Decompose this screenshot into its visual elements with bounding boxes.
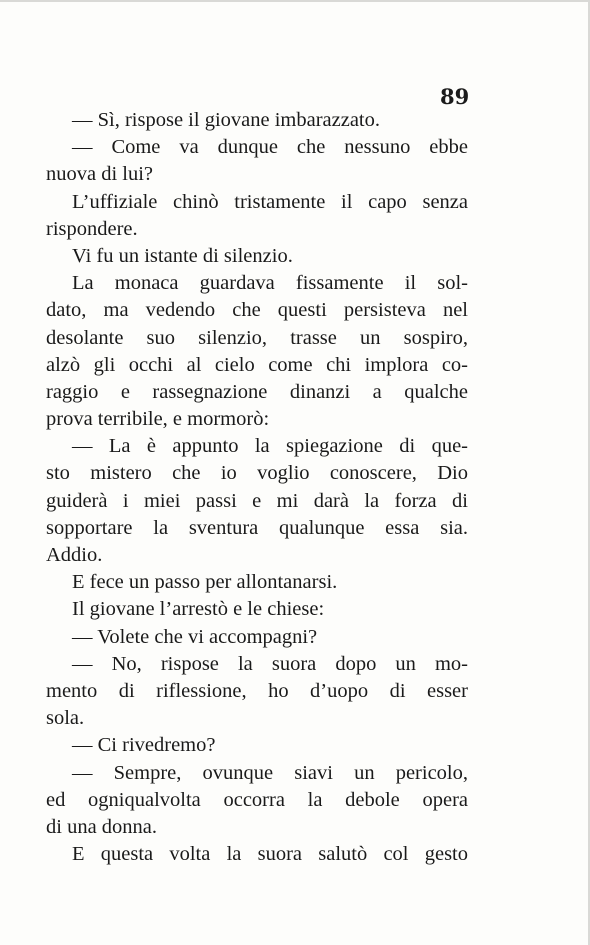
text-line: La monaca guardava fissamente il sol- [72,272,468,295]
text-line: raggio e rassegnazione dinanzi a qualche [46,380,468,403]
text-line: L’uffiziale chinò tristamente il capo senza [72,190,468,213]
page-text [46,107,468,868]
text-line: ed ogniqualvolta occorra la debole opera [46,788,468,811]
text-line: prova terribile, e mormorò: [46,408,270,431]
top-edge-shadow [0,0,590,2]
text-line: guiderà i miei passi e mi darà la forza di [46,489,468,512]
text-line: Vi fu un istante di silenzio. [72,244,293,267]
text-line: — Come va dunque che nessuno ebbe [72,136,468,159]
text-line: desolante suo silenzio, trasse un sospiro, [46,326,468,349]
text-line: mento di riflessione, ho d’uopo di esser [46,679,468,702]
text-line: — No, rispose la suora dopo un mo- [72,652,468,675]
text-line: — La è appunto la spiegazione di que- [72,435,468,458]
text-line: Addio. [46,544,103,566]
text-line: alzò gli occhi al cielo come chi implora co- [46,353,468,376]
text-line: rispondere. [46,217,138,240]
text-line: sto mistero che io voglio conoscere, Dio [46,462,468,485]
text-line: — Volete che vi accompagni? [72,625,318,648]
text-line: — Sì, rispose il giovane imbarazzato. [72,109,380,131]
text-line: sopportare la sventura qualunque essa sia. [46,516,468,539]
text-line: — Sempre, ovunque siavi un pericolo, [72,761,468,784]
text-line: E questa volta la suora salutò col gesto [72,843,468,866]
text-line: di una donna. [46,815,158,838]
text-line: Il giovane l’arrestò e le chiese: [72,598,325,621]
text-line: dato, ma vedendo che questi persisteva nel [46,299,468,322]
text-line: E fece un passo per allontanarsi. [72,571,338,594]
text-line: nuova di lui? [46,163,154,186]
text-line: sola. [46,707,85,730]
page-number: 89 [440,84,470,109]
text-line: — Ci rivedremo? [72,734,216,757]
